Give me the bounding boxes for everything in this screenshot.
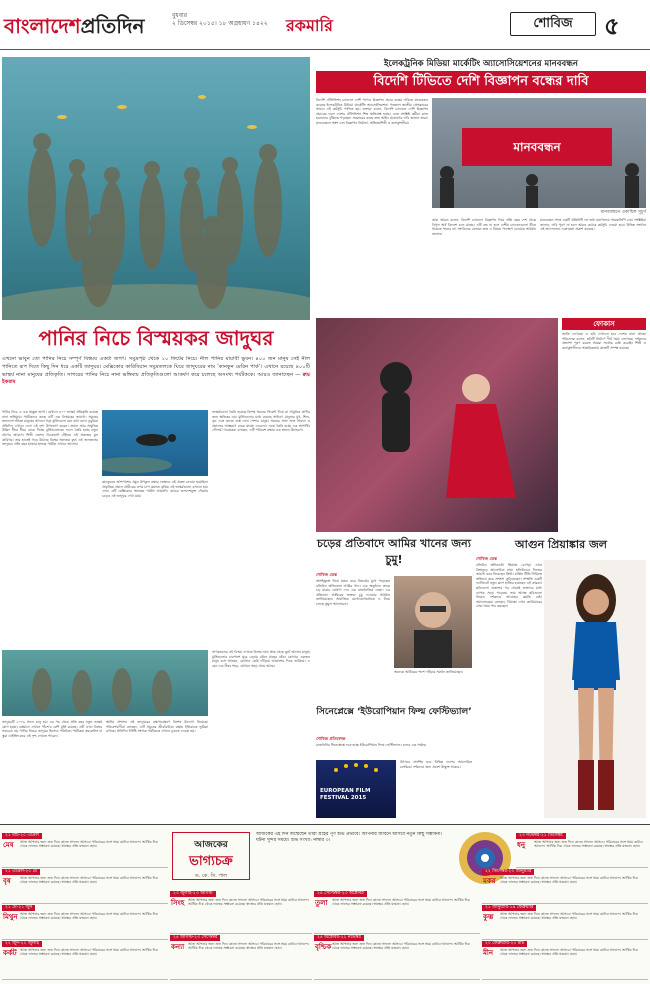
film-headline: সিনেপ্লেক্সে ‘ইউরোপিয়ান ফিল্ম ফেস্টিভ্যাল’	[316, 707, 472, 717]
film-still-photo	[316, 318, 558, 532]
zodiac-text: আজ আপনার জন্য শুভ দিন। কাজে সাফল্য আসবে। পরিবারের সঙ্গে সময় কাটবে আনন্দে। আর্থিক দিক থেকে লাভের সম্ভাবনা রয়েছে। স্বাস্থ্যের প্রতি যত্নবান হোন।	[188, 942, 309, 951]
zodiac-date: ২২ ডিসেম্বর-২০ জানুয়ারি	[482, 869, 534, 875]
focus-body: জাতি দেখেছে। এ ছবি দেখানো হবে দেশের নানা প্রান্তে। পরিচালক বলেন, ছবিটি নির্মাণে দীর্ঘ সময় লেগেছে। দর্শকদের প্রত্যাশা পূরণ করতে আমরা সর্বোচ্চ চেষ্টা করেছি। শিল্পী ও কলাকুশলীদের আন্তরিকতায় কাজটি সম্পন্ন হয়েছে।	[562, 332, 646, 350]
zodiac-date: ২৪ সেপ্টেম্বর-২৩ অক্টোবর	[314, 891, 367, 897]
zodiac-text: আজ আপনার জন্য শুভ দিন। কাজে সাফল্য আসবে। পরিবারের সঙ্গে সময় কাটবে আনন্দে। আর্থিক দিক থেকে লাভের সম্ভাবনা রয়েছে। স্বাস্থ্যের প্রতি যত্নবান হোন।	[534, 840, 643, 849]
film-body-col2: উৎসবে প্রদর্শিত হবে বিভিন্ন দেশের আলোচিত চলচ্চিত্র। দর্শকদের জন্য প্রবেশ উন্মুক্ত থাকবে।	[400, 760, 472, 769]
zodiac-cell-7	[314, 890, 480, 934]
underwater-photo-2	[2, 650, 208, 716]
campaign-kicker: ইলেকট্রনিক মিডিয়া মার্কেটিং অ্যাসোসিয়েশনের মানববন্ধন	[384, 59, 578, 69]
zodiac-date: ২২ জুন-২২ জুলাই	[2, 941, 42, 947]
zodiac-text: আজ আপনার জন্য শুভ দিন। কাজে সাফল্য আসবে। পরিবারের সঙ্গে সময় কাটবে আনন্দে। আর্থিক দিক থেকে লাভের সম্ভাবনা রয়েছে। স্বাস্থ্যের প্রতি যত্নবান হোন।	[332, 942, 470, 951]
masthead-date: বুধবার ২ ডিসেম্বর ২০১৫। ১৮ অগ্রহায়ণ ১৪২২	[172, 12, 268, 27]
zodiac-sign-name: বৃশ্চিক	[315, 943, 332, 951]
aamir-byline: শোবিজ ডেস্ক	[316, 572, 337, 577]
zodiac-text: আজ আপনার জন্য শুভ দিন। কাজে সাফল্য আসবে। পরিবারের সঙ্গে সময় কাটবে আনন্দে। আর্থিক দিক থেকে লাভের সম্ভাবনা রয়েছে। স্বাস্থ্যের প্রতি যত্নবান হোন।	[188, 898, 309, 907]
aamir-khan-photo	[394, 576, 472, 668]
zodiac-cell-9	[516, 832, 648, 868]
zodiac-cell-1	[2, 832, 168, 868]
page-section-box: শোবিজ	[510, 12, 596, 36]
zodiac-text: আজ আপনার জন্য শুভ দিন। কাজে সাফল্য আসবে। পরিবারের সঙ্গে সময় কাটবে আনন্দে। আর্থিক দিক থেকে লাভের সম্ভাবনা রয়েছে। স্বাস্থ্যের প্রতি যত্নবান হোন।	[20, 948, 158, 957]
diver-photo	[102, 410, 208, 476]
zodiac-text: আজ আপনার জন্য শুভ দিন। কাজে সাফল্য আসবে। পরিবারের সঙ্গে সময় কাটবে আনন্দে। আর্থিক দিক থেকে লাভের সম্ভাবনা রয়েছে। স্বাস্থ্যের প্রতি যত্নবান হোন।	[20, 876, 158, 885]
horoscope-intro: আজকের এই দিন জন্মেছেন তারা গ্রহের পূর্ণ শুভ প্রভাবে। আপনার জীবনে আসবে নতুন কিছু সম্ভাবনা। ঘটনা সুন্দর সময়ে। শুভ সংখ্যা: নাম্বার ৩।	[256, 832, 442, 844]
underwater-body-col4: জাদুঘরটি ২০০৯ সালে চালু হয়। এর পর থেকে প্রতি বছর নতুন ভাস্কর্য যোগ হচ্ছে। বর্তমানে এখানে পাঁচশ'র বেশি মূর্তি রয়েছে। এটি এখন বিশ্বের সবচেয়ে বড় পানির নিচের জাদুঘর হিসেবে পরিচিত। পর্যটকরা স্নরকেলিং বা স্কুবা ডাইভিং করে এই দৃশ্য দেখতে পারেন।	[2, 720, 102, 738]
zodiac-date: ২৩ নভেম্বর-২১ ডিসেম্বর	[516, 833, 566, 839]
zodiac-cell-10	[482, 868, 648, 904]
priyanka-photo	[544, 560, 646, 818]
zodiac-date: ২৪ অক্টোবর-২২ নভেম্বর	[314, 935, 364, 941]
zodiac-date: ২১ এপ্রিল-২০ মে	[2, 869, 40, 875]
priyanka-byline: শোবিজ ডেস্ক	[476, 556, 497, 561]
zodiac-sign-name: মেষ	[3, 841, 14, 849]
campaign-photo	[432, 98, 646, 208]
zodiac-date: ২১ মার্চ-২০ এপ্রিল	[2, 833, 42, 839]
aamir-headline: চড়ের প্রতিবাদে আমির খানের জন্য চুমু!	[317, 537, 471, 566]
underwater-sculpture-photo	[2, 57, 310, 320]
campaign-body-col2: তারা আরও বলেন, বিদেশি চ্যানেলে বিজ্ঞাপন দিয়ে প্রতি বছর দেশ থেকে বিপুল অর্থ বিদেশে চলে যাচ্ছে। এটি বন্ধ না হলে দেশীয় চ্যানেলগুলো টিকে থাকতে পারবে না। সংগঠনের নেতারা দ্রুত এ বিষয়ে পদক্ষেপ নেওয়ার আহ্বান জানান।	[432, 218, 536, 236]
page-number: ৫	[604, 12, 620, 40]
underwater-body-col5: স্থানীয় প্রশাসন এই জাদুঘরের রক্ষণাবেক্ষণে বিশেষ উদ্যোগ নিয়েছে। পরিবেশবাদীরা বলছেন, এটি সমুদ্রের জীববৈচিত্র্য রক্ষায় ইতিবাচক ভূমিকা রাখছে। প্রতিদিন নির্দিষ্ট সংখ্যক পর্যটককে এখানে ঢুকতে দেওয়া হয়।	[106, 720, 208, 734]
zodiac-date: ২১ মে-২১ জুন	[2, 905, 35, 911]
zodiac-sign-name: সিংহ	[171, 899, 185, 907]
underwater-body-col6: সাগরতলের এই বিস্ময় দেখতে বিশ্বের নানা প্রান্ত থেকে ছুটে আসেন মানুষ। মূর্তিগুলোর চারপাশে ঘুরে বেড়ায় রঙিন মাছের ঝাঁক। কোথাও একজন মানুষ বসে আছেন, কোথাও কেউ দাঁড়িয়ে আকাশের দিকে তাকিয়ে। এ যেন এক নীরব শহর, যেখানে সময় থেমে আছে।	[212, 650, 310, 668]
masthead	[0, 0, 650, 50]
zodiac-sign-name: মকর	[483, 877, 496, 885]
underwater-body-col3: ভাস্কর্যগুলো তৈরি হয়েছে বিশেষ ধরনের সিমেন্ট দিয়ে যা সামুদ্রিক প্রাণীর জন্য ক্ষতিকর নয়। মূর্তিগুলোর মধ্যে রয়েছে সাধারণ মানুষের মুখ, শিশু, বৃদ্ধ এবং কাজে ব্যস্ত নানা পেশার মানুষ। সময়ের সঙ্গে সঙ্গে শৈবাল ও প্রবালের আস্তরণে ঢেকে যাচ্ছে এগুলো। এতে তৈরি হচ্ছে এক অপার্থিব সৌন্দর্য। গবেষকরা বলছেন, এটি পরিবেশ রক্ষার এক অনন্য উদাহরণ।	[212, 410, 310, 433]
zodiac-date: ২৩ জুলাই-২৩ আগস্ট	[170, 891, 216, 897]
protest-banner: মানববন্ধন	[462, 128, 612, 166]
campaign-body-col1: বিদেশি টেলিভিশন চ্যানেলে দেশি পণ্যের বিজ্ঞাপন প্রচার বন্ধের দাবিতে মানববন্ধন করেছে ইলেকট্রনিক মিডিয়া মার্কেটিং অ্যাসোসিয়েশন। গতকাল জাতীয় প্রেসক্লাবের সামনে এই কর্মসূচি পালিত হয়। বক্তারা বলেন, বিদেশি চ্যানেলে দেশি বিজ্ঞাপন প্রচারের ফলে দেশের টেলিভিশন শিল্প ক্ষতিগ্রস্ত হচ্ছে। এতে সংশ্লিষ্ট কর্মীরা কাজ হারানোর ঝুঁকিতে পড়ছেন। সরকারের কাছে দ্রুত আইন প্রয়োগের দাবি জানান তারা। মানববন্ধনে অংশ নেন বিজ্ঞাপন নির্মাতা, অভিনয়শিল্পী ও কলাকুশলীরা।	[316, 98, 428, 125]
underwater-body-col2: কানকুনের আশপাশের সমুদ্র উপকূল রক্ষার লক্ষ্যেও এই প্রকল্প নেওয়া হয়েছিল। প্রাকৃতিক প্রবাল প্রাচীরের ওপর চাপ কমাতে কৃত্রিম এই ভাস্কর্যগুলো বসানো হয়। এখন এটি মেক্সিকোর অন্যতম পর্যটন আকর্ষণ। কাচের তলদেশযুক্ত নৌকায় চড়েও এই জাদুঘর দেখা যায়।	[102, 480, 208, 498]
zodiac-text: আজ আপনার জন্য শুভ দিন। কাজে সাফল্য আসবে। পরিবারের সঙ্গে সময় কাটবে আনন্দে। আর্থিক দিক থেকে লাভের সম্ভাবনা রয়েছে। স্বাস্থ্যের প্রতি যত্নবান হোন।	[500, 948, 638, 957]
underwater-byline: রুদ্র ইকরাম	[2, 371, 310, 386]
zodiac-sign-name: মীন	[483, 949, 494, 957]
film-festival-poster: EUROPEAN FILM FESTIVAL 2015	[316, 760, 396, 818]
zodiac-date: ২০ ফেব্রুয়ারি-২০ মার্চ	[482, 941, 527, 947]
zodiac-cell-12	[482, 940, 648, 980]
zodiac-sign-name: কর্কট	[3, 949, 17, 957]
priyanka-headline: আগুন প্রিয়াঙ্কার জল	[515, 538, 607, 551]
newspaper-logo[interactable]: বাংলাদেশপ্রতিদিন	[4, 14, 145, 38]
zodiac-cell-11	[482, 904, 648, 940]
zodiac-text: আজ আপনার জন্য শুভ দিন। কাজে সাফল্য আসবে। পরিবারের সঙ্গে সময় কাটবে আনন্দে। আর্থিক দিক থেকে লাভের সম্ভাবনা রয়েছে। স্বাস্থ্যের প্রতি যত্নবান হোন।	[500, 912, 638, 921]
zodiac-sign-name: তুলা	[315, 899, 328, 907]
zodiac-date: ২৪ আগস্ট-২৩ সেপ্টেম্বর	[170, 935, 220, 941]
zodiac-text: আজ আপনার জন্য শুভ দিন। কাজে সাফল্য আসবে। পরিবারের সঙ্গে সময় কাটবে আনন্দে। আর্থিক দিক থেকে লাভের সম্ভাবনা রয়েছে। স্বাস্থ্যের প্রতি যত্নবান হোন।	[20, 840, 158, 849]
zodiac-date: ২১ জানুয়ারি-১৯ ফেব্রুয়ারি	[482, 905, 536, 911]
campaign-photo-caption: মানববন্ধনে একাধিক সুচূর্ণ	[600, 210, 646, 215]
zodiac-text: আজ আপনার জন্য শুভ দিন। কাজে সাফল্য আসবে। পরিবারের সঙ্গে সময় কাটবে আনন্দে। আর্থিক দিক থেকে লাভের সম্ভাবনা রয়েছে। স্বাস্থ্যের প্রতি যত্নবান হোন।	[20, 912, 158, 921]
zodiac-cell-8	[314, 934, 480, 980]
underwater-body-col1: পানির নিচে এ এক অদ্ভুত জগৎ। যেখানে ৪০০ ভাস্কর্য প্রতিকৃতি রয়েছে নানা ভঙ্গিমায়। পর্যটকদের কাছে এটি এক বিস্ময়কর জায়গা। সমুদ্রের তলদেশে জীবন্ত মানুষের আদলে গড়া মূর্তিগুলো যেন কথা বলে। ডুবুরিরা প্রতিদিন এখানে এসে এই দৃশ্য উপভোগ করেন। প্রবাল আর সামুদ্রিক উদ্ভিদ ধীরে ধীরে ঢেকে দিচ্ছে মূর্তিগুলোকে। ফলে তৈরি হচ্ছে নতুন প্রাণের আবাস। শিল্পী জেসন ডিকেয়ার্স টেইলর এই প্রকল্পের মূল কারিগর। তার হাতেই গড়ে উঠেছে বিশ্বের অন্যতম বৃহৎ এই জলতলের জাদুঘর। প্রতি বছর হাজার হাজার পর্যটক এখানে আসেন।	[2, 410, 98, 447]
zodiac-cell-4	[2, 940, 168, 980]
aamir-body-col2: অনেকে আমিরের পাশে দাঁড়িয়ে সমর্থন জানিয়েছেন।	[394, 670, 463, 674]
film-byline: শোবিজ প্রতিবেদক	[316, 736, 346, 741]
zodiac-text: আজ আপনার জন্য শুভ দিন। কাজে সাফল্য আসবে। পরিবারের সঙ্গে সময় কাটবে আনন্দে। আর্থিক দিক থেকে লাভের সম্ভাবনা রয়েছে। স্বাস্থ্যের প্রতি যত্নবান হোন।	[332, 898, 470, 907]
zodiac-sign-name: ধনু	[517, 841, 526, 849]
zodiac-cell-5	[170, 890, 312, 934]
zodiac-sign-name: কুম্ভ	[483, 913, 494, 921]
zodiac-text: আজ আপনার জন্য শুভ দিন। কাজে সাফল্য আসবে। পরিবারের সঙ্গে সময় কাটবে আনন্দে। আর্থিক দিক থেকে লাভের সম্ভাবনা রয়েছে। স্বাস্থ্যের প্রতি যত্নবান হোন।	[500, 876, 638, 885]
zodiac-sign-name: বৃষ	[3, 877, 11, 885]
zodiac-sign-name: কন্যা	[171, 943, 185, 951]
focus-label: ফোকাস	[562, 318, 646, 330]
zodiac-sign-name: মিথুন	[3, 913, 18, 921]
section-name: রকমারি	[286, 16, 333, 35]
film-body: রাজধানীর সিনেপ্লেক্সে শুরু হচ্ছে ইউরোপিয়ান ফিল্ম ফেস্টিভ্যাল। চলবে এক সপ্তাহ।	[316, 743, 427, 747]
zodiac-cell-3	[2, 904, 168, 940]
priyanka-body: বলিউড অভিনেত্রী প্রিয়াঙ্কা চোপড়া এখন বিশ্বজুড়ে আলোচিত নাম। হলিউডেও নিজের জায়গা করে নিয়েছেন তিনি। মার্কিন টিভি সিরিজে অভিনয় করে প্রশংসা কুড়িয়েছেন। সম্প্রতি একটি ফটোশুটে নতুন রূপে হাজির হয়েছেন এই তারকা। ছবিগুলো প্রকাশের পর থেকেই ভক্তদের মধ্যে ব্যাপক সাড়া পড়েছে। তার আসন্ন ছবিগুলো নিয়েও দর্শকদের আগ্রহের কমতি নেই। সমালোচকরা বলছেন, প্রিয়াঙ্কা এখন ক্যারিয়ারের সেরা সময় পার করছেন।	[476, 563, 542, 609]
zodiac-cell-6	[170, 934, 312, 980]
aamir-body-col1: অসহিষ্ণুতা নিয়ে মন্তব্য করে বিতর্কের মুখে পড়েছেন বলিউড অভিনেতা আমির খান। এক অনুষ্ঠানে তাকে চড় মারার ঘোষণা দেন এক রাজনৈতিক নেতা। এর প্রতিবাদে আমিরের ভক্তরা চুমু দেওয়ার আহ্বান জানিয়েছেন। সামাজিক যোগাযোগমাধ্যমে এ নিয়ে চলছে তুমুল আলোচনা।	[316, 579, 390, 606]
horoscope-title-box: আজকের ভাগ্যচক্র ড. কে. সি. পাল	[172, 832, 250, 880]
underwater-headline: পানির নিচে বিস্ময়কর জাদুঘর	[38, 326, 274, 350]
zodiac-cell-2	[2, 868, 168, 904]
campaign-body-col3: মানববন্ধন শেষে একটি প্রতিনিধি দল তথ্য মন্ত্রণালয়ে স্মারকলিপি দেয়। সংশ্লিষ্টরা জানান, দাবি পূরণ না হলে আরও কঠোর কর্মসূচি দেওয়া হবে। বিভিন্ন সংগঠন এই আন্দোলনে একাত্মতা প্রকাশ করেছে।	[540, 218, 646, 232]
campaign-headline: বিদেশি টিভিতে দেশি বিজ্ঞাপন বন্ধের দাবি	[316, 71, 646, 93]
underwater-deck: এখনো ভাবুন তো পানির নিচে সম্পূর্ণ বিশ্বময় একটা জগৎ। সমুদ্রপৃষ্ঠ থেকে ১০ ফিটের নিচে। নীল পানির মায়াবী ভুবন। ৪০০ জন মানুষ সেই নীল পানিতে রূপ দিতে কিছু দিন ধরে একটি জাদুঘর। মেক্সিকোর কারিবিয়ান সমুদ্রতলকে ঘিরে জাদুঘরের নাম ‘কানকুন মেরিন পার্ক’। এখানে রয়েছে ৪০০টি ভাস্কর্য নানা মানুষের প্রতিকৃতি। সাগরের পানির নিচে নানা ভঙ্গিমায় প্রতিকৃতিগুলো আকর্ষণ করে চলেছে অসংখ্য পর্যটককে। আরও জানাচ্ছেন — রুদ্র ইকরাম	[2, 356, 310, 386]
